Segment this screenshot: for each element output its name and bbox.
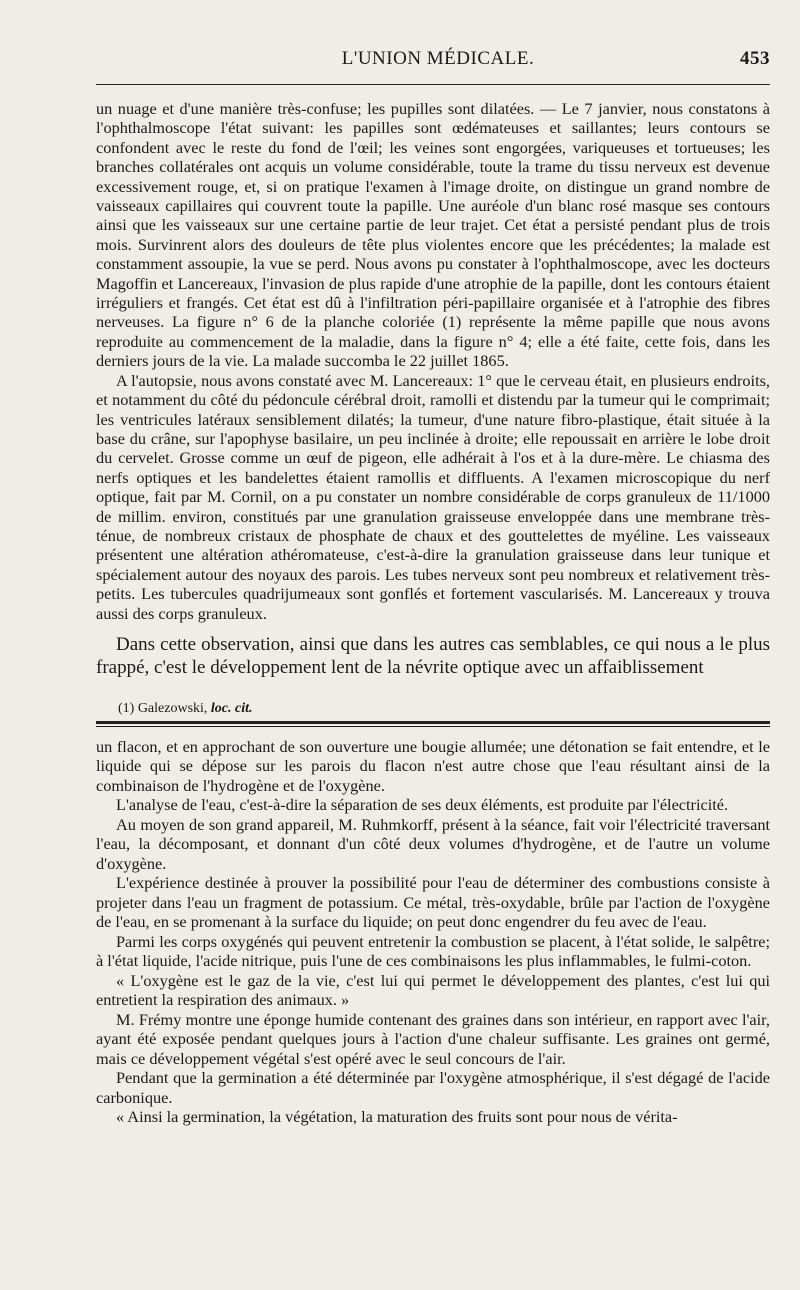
paragraph-lead: Dans cette observation, ainsi que dans les autres cas semblables, ce qui nous a le plus frappé, c'est le développement lent de la névrite optique avec un affaiblissement	[96, 633, 770, 678]
paragraph-fremy: M. Frémy montre une éponge humide contenant des graines dans son intérieur, en rapport avec l'air, ayant été exposée pendant quelques jours à l'action d'une chaleur suffisante. Les graines ont germé, mais ce développement végétal s'est opéré avec le seul concours de l'air.	[96, 1009, 770, 1068]
paragraph-oxygenes: Parmi les corps oxygénés qui peuvent entretenir la combustion se placent, à l'état solide, le salpêtre; à l'état liquide, l'acide nitrique, puis l'une de ces combinaisons les plus inflammables, le fulmi-coton.	[96, 931, 770, 971]
page-number: 453	[740, 48, 770, 69]
paragraph-observation: un nuage et d'une manière très-confuse; les pupilles sont dilatées. — Le 7 janvier, nous constatons à l'ophthalmoscope l'état suivant: les papilles sont œdémateuses et saillantes; leurs contours se confondent avec le reste du fond de l'œil; les veines sont engorgées, variqueuses et tortueuses; les branches collatérales ont acquis un volume considérable, toute la trame du tissu nerveux est devenue excessivement rouge, et, si on pratique l'examen à l'image droite, on distingue un grand nombre de vaisseaux capillaires qui couvrent toute la papille. Une auréole d'un blanc rosé masque ses contours ainsi que les vaisseaux sur une certaine partie de leur trajet. Cet état a persisté pendant plus de trois mois. Survinrent alors des douleurs de tête plus violentes encore que les précédentes; la malade est constamment assoupie, la vue se perd. Nous avons pu constater à l'ophthalmoscope, avec les docteurs Magoffin et Lancereaux, l'invasion de plus rapide d'une atrophie de la papille, dont les contours étaient irréguliers et frangés. Cet état est dû à l'infiltration péri-papillaire organisée et à l'atrophie des fibres nerveuses. La figure n° 6 de la planche coloriée (1) représente la même papille que nous avons reproduite au commencement de la maladie, dans la figure n° 4; elle a été faite, cette fois, dans les derniers jours de la vie. La malade succomba le 22 juillet 1865.	[96, 99, 770, 371]
footnote-number: (1) Galezowski,	[118, 700, 208, 716]
top-article	[96, 99, 770, 623]
footnote-ref: loc. cit.	[210, 700, 253, 716]
paragraph-autopsy: A l'autopsie, nous avons constaté avec M. Lancereaux: 1° que le cerveau était, en plusieurs endroits, et notamment du côté du pédoncule cérébral droit, ramolli et distendu par la tumeur qui le comprimait; les ventricules latéraux sensiblement dilatés; la tumeur, d'une nature fibro-plastique, était située à la base du crâne, sur l'apophyse basilaire, un peu inclinée à droite; elle repoussait en arrière le lobe droit du cervelet. Grosse comme un œuf de pigeon, elle adhérait à l'os et à la dure-mère. Le chiasma des nerfs optiques et les bandelettes étaient ramollis et diffluents. A l'examen microscopique du nerf optique, fait par M. Cornil, on a pu constater un nombre considérable de corps granuleux de 11/1000 de millim. environ, constitués par une granulation graisseuse enveloppée dans une membrane très-ténue, de nombreux cristaux de phosphate de chaux et des gouttelettes de myéline. Les vaisseaux présentent une altération athéromateuse, c'est-à-dire la granulation graisseuse dans leur tunique et spécialement autour des noyaux des parois. Les tubes nerveux sont peu nombreux et relativement très-petits. Les tubercules quadrijumeaux sont gonflés et fortement vascularisés. M. Lancereaux y trouva aussi des corps granuleux.	[96, 370, 770, 623]
paragraph-flacon: un flacon, et en approchant de son ouverture une bougie allumée; une détonation se fait entendre, et le liquide qui se dépose sur les parois du flacon n'est autre chose que l'eau résultant ainsi de la combinaison de l'hydrogène et de l'oxygène.	[96, 736, 770, 795]
header-rule	[96, 84, 770, 85]
paragraph-ruhmkorff: Au moyen de son grand appareil, M. Ruhmkorff, présent à la séance, fait voir l'électricité traversant l'eau, la décomposant, et donnant d'un côté deux volumes d'hydrogène, et de l'autre un volume d'oxygène.	[96, 814, 770, 873]
running-header	[96, 48, 770, 78]
journal-title: L'UNION MÉDICALE.	[341, 48, 535, 69]
paragraph-germination: Pendant que la germination a été déterminée par l'oxygène atmosphérique, il s'est dégagé de l'acide carbonique.	[96, 1068, 770, 1107]
paragraph-quote-vie: « L'oxygène est le gaz de la vie, c'est lui qui permet le développement des plantes, c'est lui qui entretient la respiration des animaux. »	[96, 970, 770, 1010]
section-divider	[96, 721, 770, 727]
paragraph-quote-maturation: « Ainsi la germination, la végétation, la maturation des fruits sont pour nous de vérita-	[116, 1107, 678, 1127]
paragraph-analyse: L'analyse de l'eau, c'est-à-dire la séparation de ses deux éléments, est produite par l'électricité.	[116, 795, 729, 815]
paragraph-potassium: L'expérience destinée à prouver la possibilité pour l'eau de déterminer des combustions consiste à projeter dans l'eau un fragment de potassium. Ce métal, très-oxydable, brûle par l'action de l'oxygène de l'eau, en se promenant à la surface du liquide; on peut donc engendrer du feu avec de l'eau.	[96, 873, 770, 932]
footnote	[118, 701, 770, 717]
bottom-article	[96, 737, 770, 1127]
